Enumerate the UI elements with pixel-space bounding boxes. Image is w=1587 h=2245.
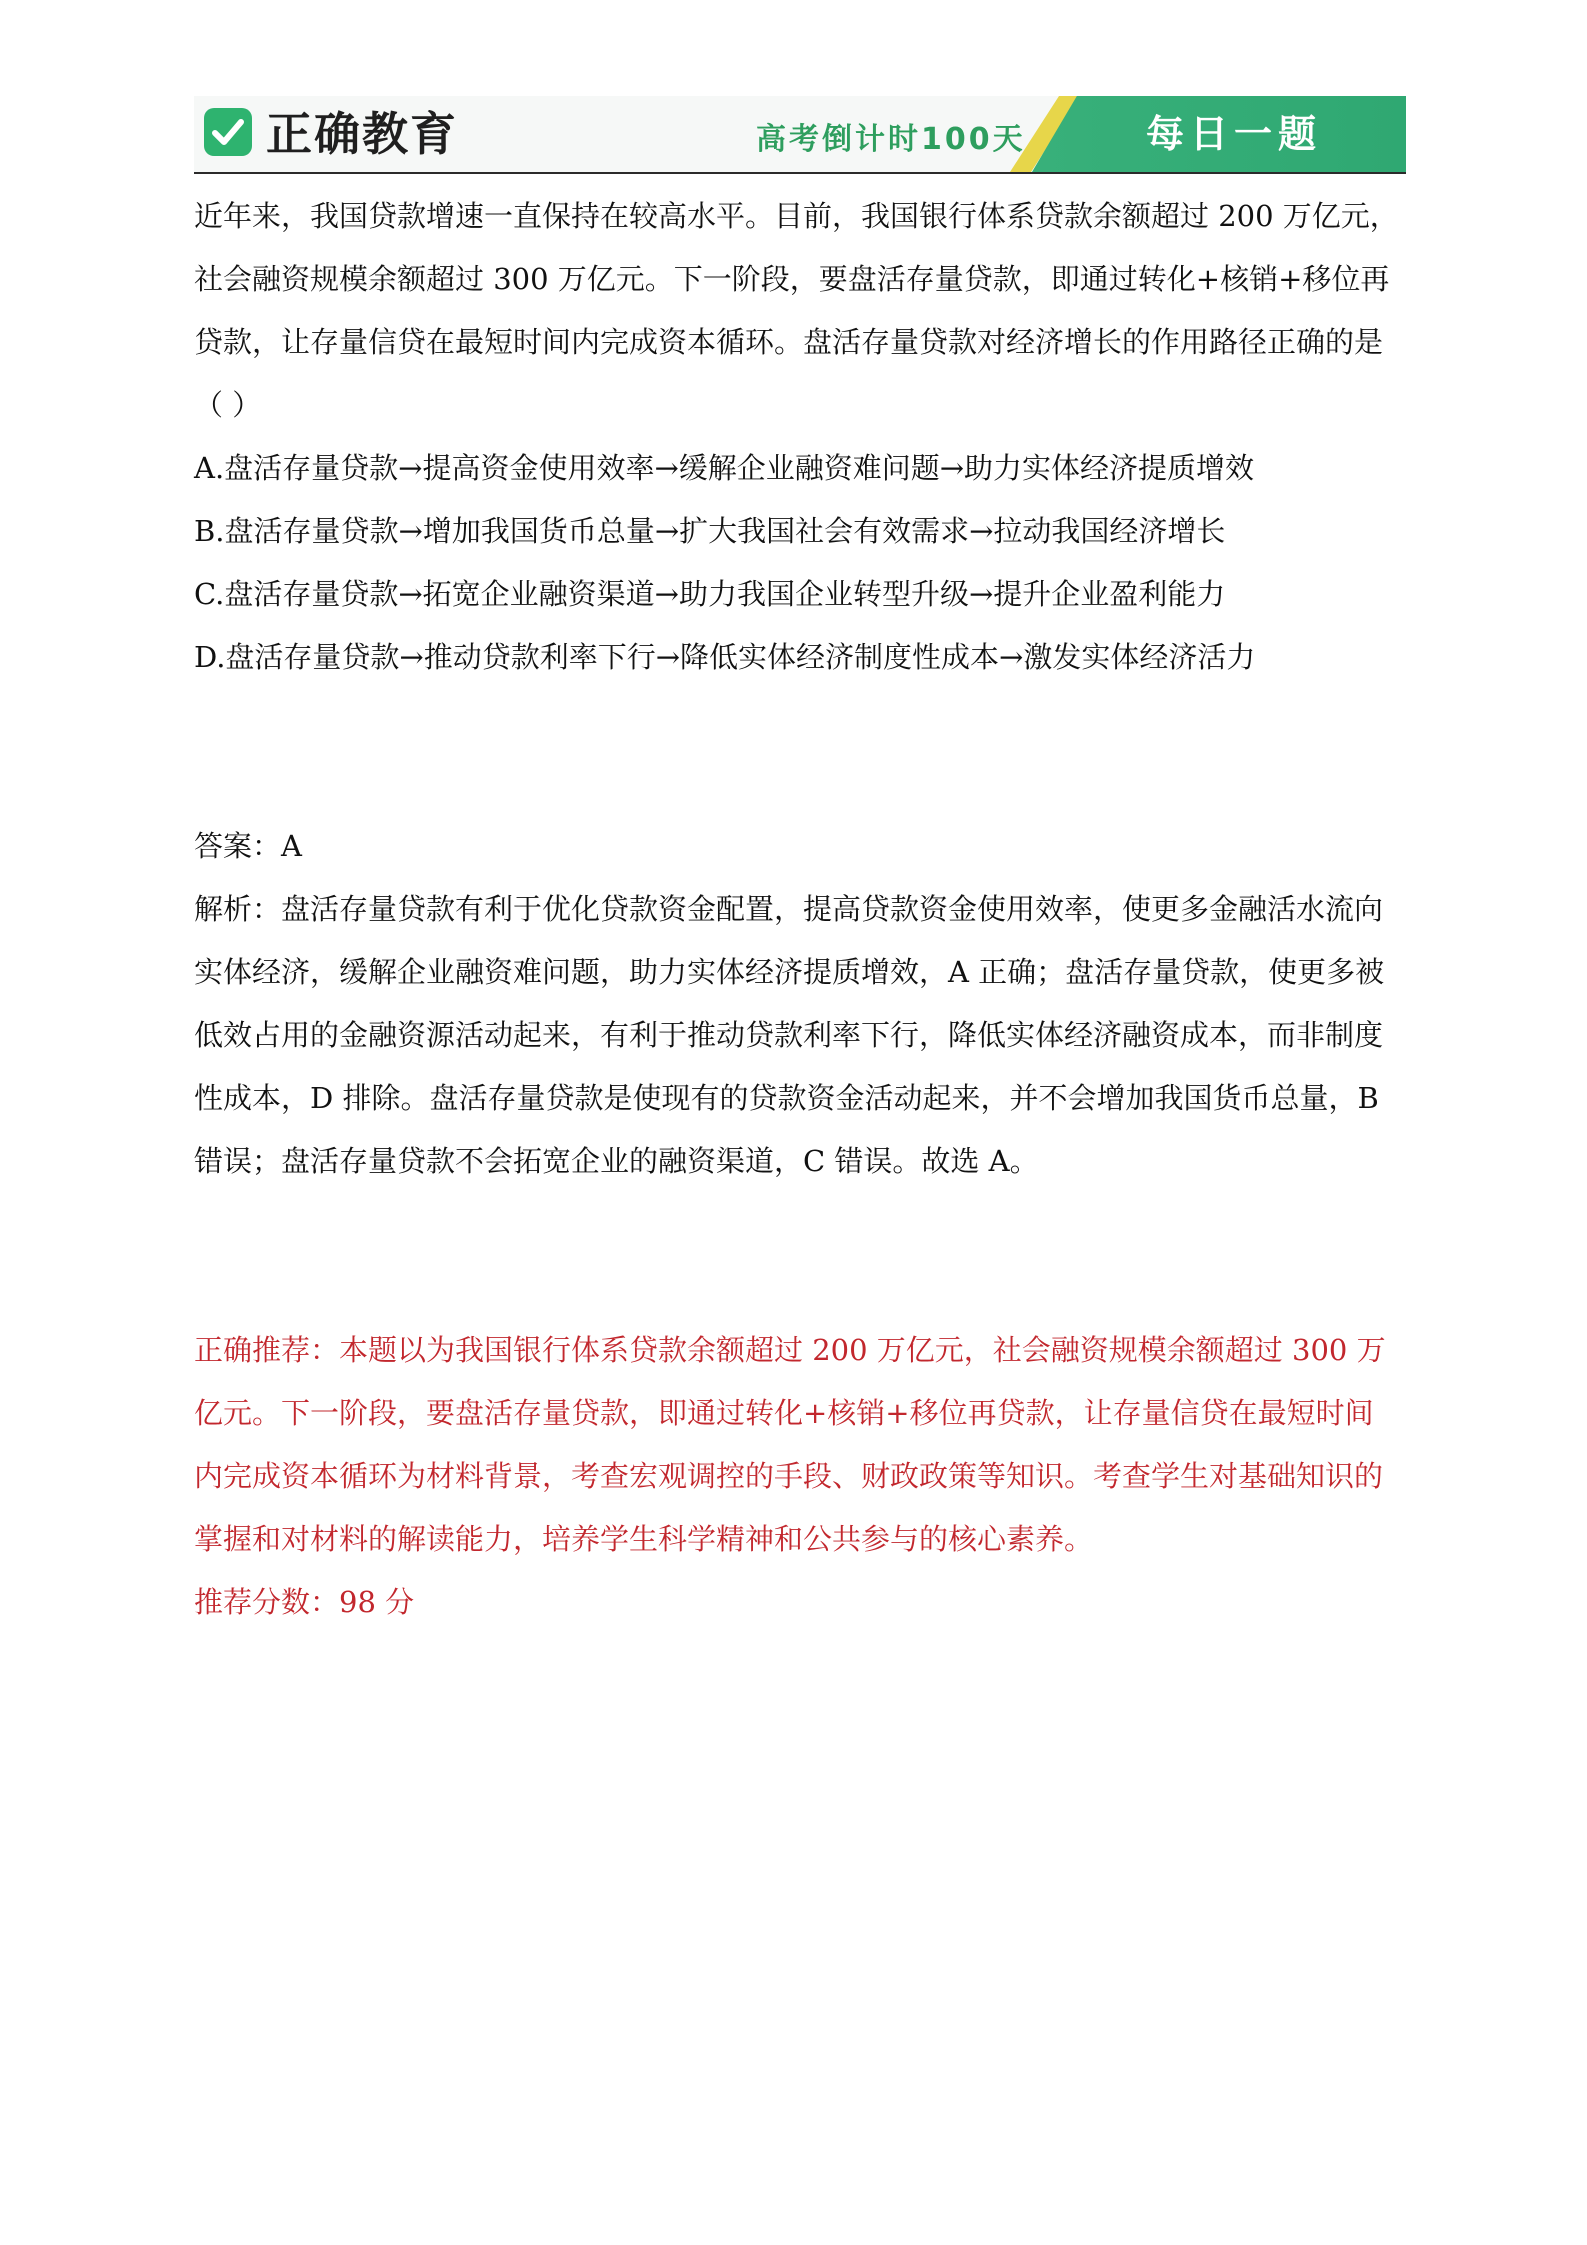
page-header — [194, 96, 1406, 174]
analysis-text: 解析：盘活存量贷款有利于优化贷款资金配置，提高贷款资金使用效率，使更多金融活水流向实体经济，缓解企业融资难问题，助力实体经济提质增效，A 正确；盘活存量贷款，使更多被低效占用的金融资源活动起来，有利于推动贷款利率下行，降低实体经济融资成本，而非制度性成本，D 排除。盘活存量贷款是使现有的贷款资金活动起来，并不会增加我国货币总量，B 错误；盘活存量贷款不会拓宽企业的融资渠道，C 错误。故选 A。 — [194, 892, 1385, 1178]
question-stem: 近年来，我国贷款增速一直保持在较高水平。目前，我国银行体系贷款余额超过 200 万亿元，社会融资规模余额超过 300 万亿元。下一阶段，要盘活存量贷款，即通过转化+核销+移位再贷款，让存量信贷在最短时间内完成资本循环。盘活存量贷款对经济增长的作用路径正确的是（ ） — [194, 199, 1399, 422]
option-d: D.盘活存量贷款→推动贷款利率下行→降低实体经济制度性成本→激发实体经济活力 — [194, 640, 1256, 674]
recommendation-score: 推荐分数：98 分 — [194, 1585, 415, 1619]
recommendation-text: 正确推荐：本题以为我国银行体系贷款余额超过 200 万亿元，社会融资规模余额超过 300 万亿元。下一阶段，要盘活存量贷款，即通过转化+核销+移位再贷款，让存量信贷在最短时间内完成资本循环为材料背景，考查宏观调控的手段、财政政策等知识。考查学生对基础知识的掌握和对材料的解读能力，培养学生科学精神和公共参与的核心素养。 — [194, 1333, 1386, 1556]
spacer — [194, 1193, 1399, 1319]
option-c: C.盘活存量贷款→拓宽企业融资渠道→助力我国企业转型升级→提升企业盈利能力 — [194, 577, 1226, 611]
answer-line: 答案：A — [194, 829, 302, 863]
countdown-text: 高考倒计时100天 — [756, 122, 1026, 157]
spacer — [194, 689, 1399, 815]
question-content — [194, 185, 1399, 1634]
logo-text: 正确教育 — [266, 107, 458, 161]
option-b: B.盘活存量贷款→增加我国货币总量→扩大我国社会有效需求→拉动我国经济增长 — [194, 514, 1226, 548]
check-icon — [204, 108, 252, 156]
daily-question-label: 每日一题 — [1146, 112, 1323, 156]
option-a: A.盘活存量贷款→提高资金使用效率→缓解企业融资难问题→助力实体经济提质增效 — [194, 451, 1255, 485]
